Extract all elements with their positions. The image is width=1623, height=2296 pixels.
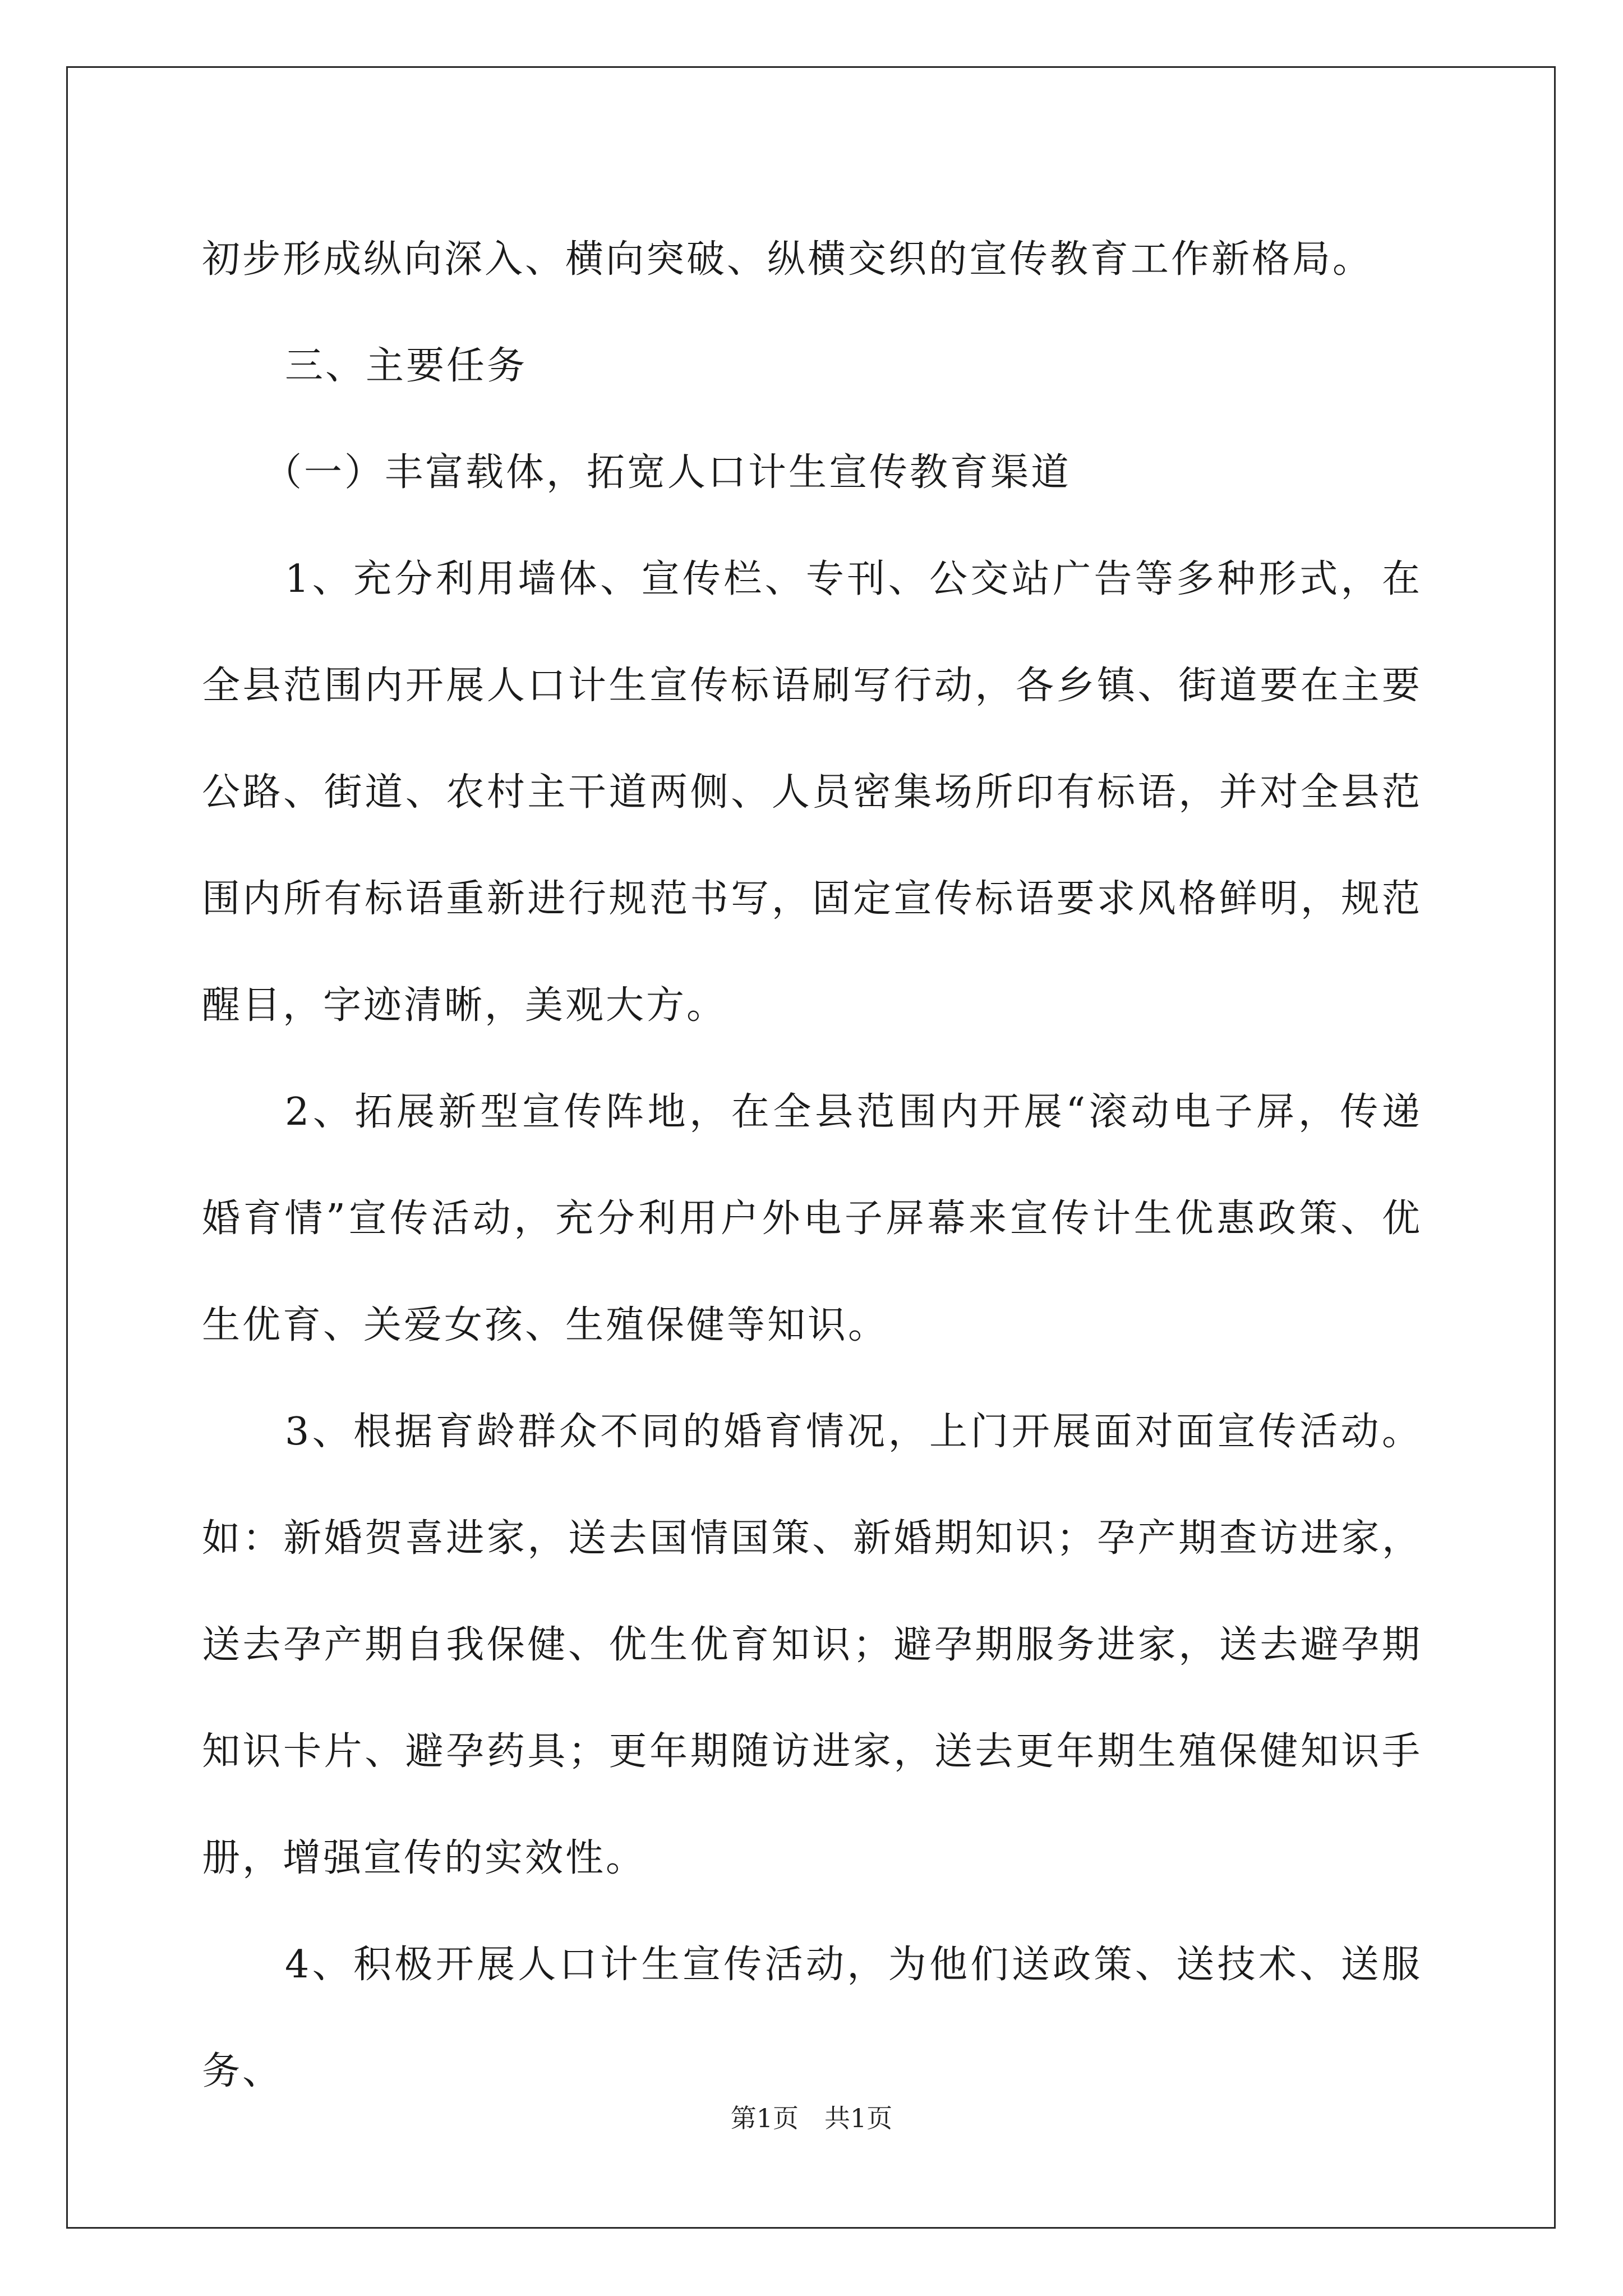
- section-heading-main-tasks: 三、主要任务: [285, 344, 528, 388]
- paragraph-item-1: 1、充分利用墙体、宣传栏、专刊、公交站广告等多种形式，在全县范围内开展人口计生宣传标语刷写行动，各乡镇、街道要在主要公路、街道、农村主干道两侧、人员密集场所印有标语，并对全县范围内所有标语重新进行规范书写，固定宣传标语要求风格鲜明，规范醒目，字迹清晰，美观大方。: [202, 557, 1422, 1028]
- paragraph-continuation: 初步形成纵向深入、横向突破、纵横交织的宣传教育工作新格局。: [202, 237, 1373, 282]
- paragraph-item-2: 2、拓展新型宣传阵地，在全县范围内开展“滚动电子屏，传递婚育情”宣传活动，充分利用户外电子屏幕来宣传计生优惠政策、优生优育、关爱女孩、生殖保健等知识。: [202, 1090, 1422, 1347]
- subsection-heading: （一）丰富载体，拓宽人口计生宣传教育渠道: [264, 450, 1072, 495]
- page-number-footer: 第1页 共1页: [730, 2103, 893, 2133]
- document-body: [202, 206, 1422, 2125]
- paragraph-item-3: 3、根据育龄群众不同的婚育情况，上门开展面对面宣传活动。如：新婚贺喜进家，送去国情国策、新婚期知识；孕产期查访进家，送去孕产期自我保健、优生优育知识；避孕期服务进家，送去避孕期知识卡片、避孕药具；更年期随访进家，送去更年期生殖保健知识手册，增强宣传的实效性。: [202, 1410, 1422, 1880]
- paragraph-item-4: 4、积极开展人口计生宣传活动，为他们送政策、送技术、送服务、: [202, 1943, 1422, 2093]
